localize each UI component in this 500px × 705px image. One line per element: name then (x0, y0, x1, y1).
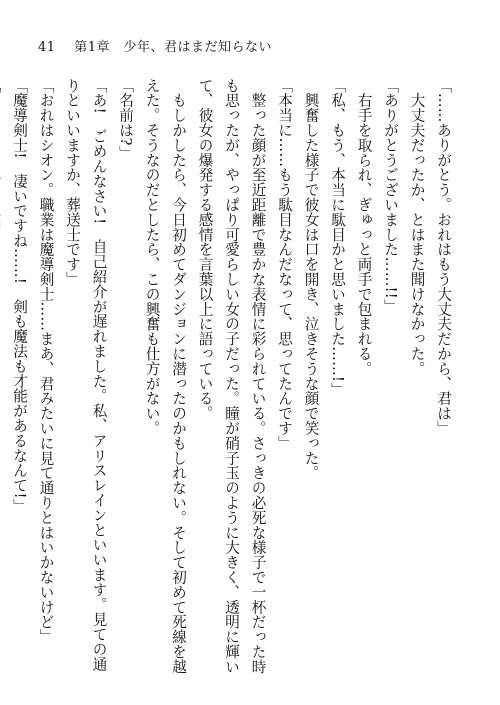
paragraph (0, 78, 6, 678)
paragraph: 「ありがとうございました……!!」 (382, 78, 399, 314)
paragraph: 「私、もう、本当に駄目かと思いました……!」 (329, 78, 346, 398)
paragraph: 「名前は?」 (117, 78, 134, 161)
paragraph: 「あ! ごめんなさい! 自己紹介が遅れました。私、アリスレインといいます。見ての通りといいますか、葬送士です」 (64, 78, 108, 672)
paragraph: 整った顔が至近距離で豊かな表情に彩られている。さっきの必死な様子で一杯だった時も思ったが、やっぱり可愛らしい女の子だった。瞳が硝子玉のように大きく、透明に輝いて、彼女の爆発する感情を言葉以上に語っている。 (196, 78, 267, 674)
paragraph: 「本当に……もう駄目なんだなって、思ってたんです」 (276, 78, 293, 451)
paragraph: 右手を取られ、ぎゅっと両手で包まれる。 (355, 78, 373, 376)
chapter-title: 第1章 少年、君はまだ知らない (74, 40, 272, 55)
paragraph: 「……ありがとう。おれはもう大丈夫だから、君は」 (435, 78, 452, 436)
paragraph: 「魔導剣士! 凄いですね……! 剣も魔法も才能があるなんて!」 (11, 78, 28, 514)
novel-body-text (11, 78, 456, 678)
paragraph: もしかしたら、今日初めてダンジョンに潜ったのかもしれない。そして初めて死線を越えた。そうなのだとしたら、この興奮も仕方がない。 (143, 78, 187, 674)
running-header (38, 36, 272, 55)
paragraph: 「おれはシオン。職業は魔導剣士……まあ、君みたいに見て通りとはいかないけど」 (37, 78, 55, 645)
page-number: 41 (38, 40, 56, 55)
paragraph: 興奮した様子で彼女は口を開き、泣きそうな顔で笑った。 (302, 78, 320, 481)
paragraph: 大丈夫だったか、とはまた聞けなかった。 (408, 78, 426, 376)
